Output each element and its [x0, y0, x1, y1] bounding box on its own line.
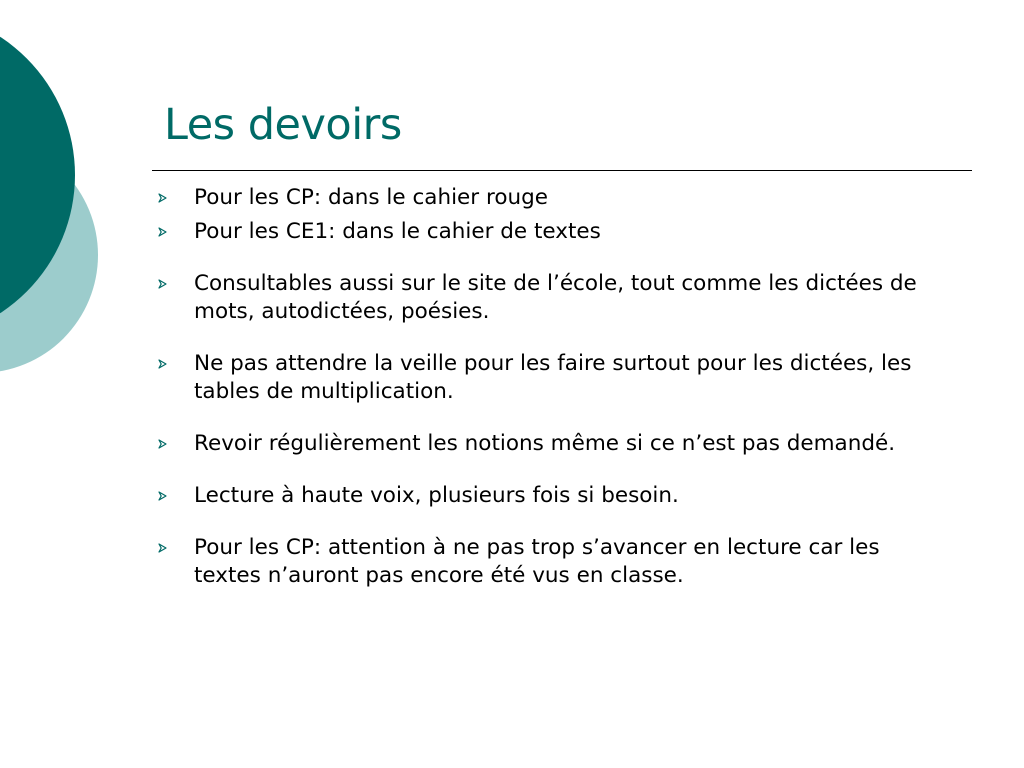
arrow-right-icon [158, 491, 168, 501]
bullet-text: Pour les CP: attention à ne pas trop s’avancer en lecture car les textes n’auront pas encore été vus en classe. [194, 535, 880, 588]
bullet-item [158, 270, 948, 326]
arrow-right-icon [158, 193, 168, 203]
arrow-right-icon [158, 279, 168, 289]
arrow-right-icon [158, 439, 168, 449]
bullet-item [158, 482, 948, 510]
bullet-item [158, 218, 948, 246]
title-divider [152, 170, 972, 171]
bullet-text: Ne pas attendre la veille pour les faire surtout pour les dictées, les tables de multiplication. [194, 351, 912, 404]
bullet-item [158, 430, 948, 458]
bullet-list [158, 184, 948, 590]
bullet-item [158, 184, 948, 212]
bullet-text: Revoir régulièrement les notions même si ce n’est pas demandé. [194, 431, 896, 456]
slide-title: Les devoirs [164, 100, 402, 150]
bullet-text: Consultables aussi sur le site de l’école, tout comme les dictées de mots, autodictées, poésies. [194, 271, 917, 324]
bullet-text: Pour les CE1: dans le cahier de textes [194, 219, 601, 244]
bullet-text: Pour les CP: dans le cahier rouge [194, 185, 548, 210]
bullet-text: Lecture à haute voix, plusieurs fois si besoin. [194, 483, 679, 508]
bullet-item [158, 350, 948, 406]
bullet-item [158, 534, 948, 590]
arrow-right-icon [158, 359, 168, 369]
arrow-right-icon [158, 543, 168, 553]
arrow-right-icon [158, 227, 168, 237]
decorative-circles [0, 0, 120, 420]
